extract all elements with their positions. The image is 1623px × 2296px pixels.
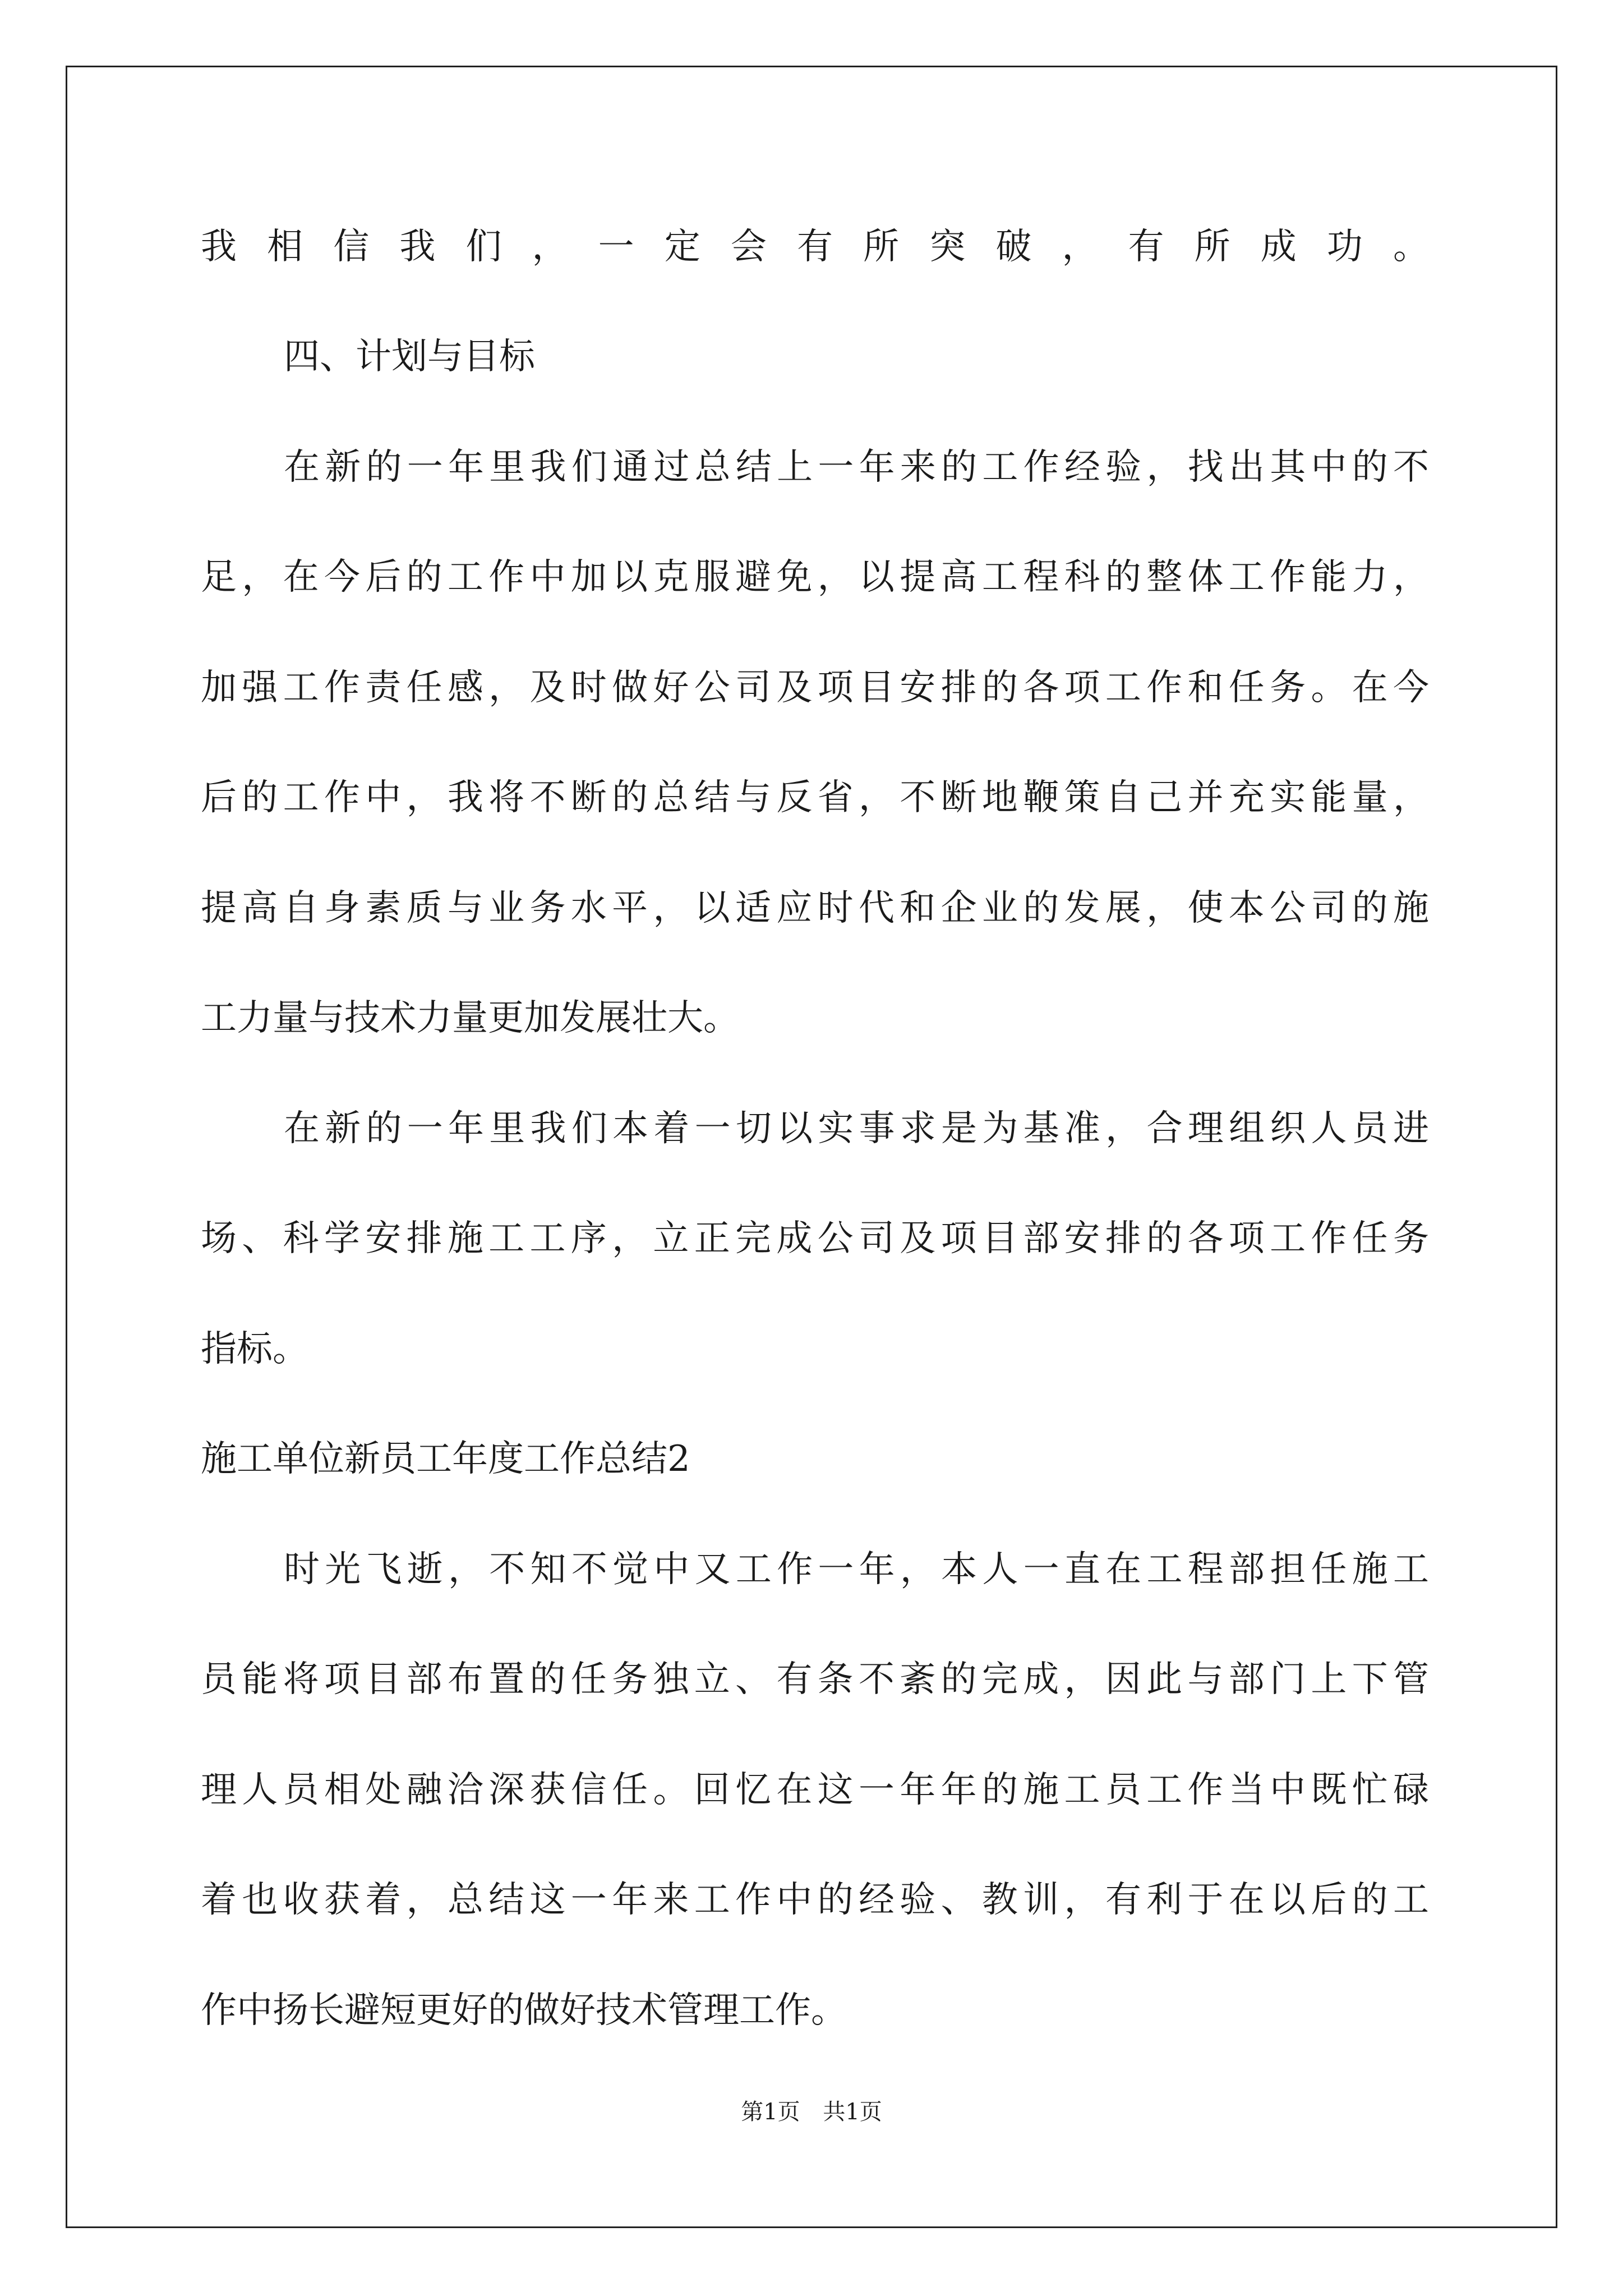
text-line: 理人员相处融洽深获信任。回忆在这一年年的施工员工作当中既忙碌 (201, 1769, 1429, 1811)
text-line: 后的工作中，我将不断的总结与反省，不断地鞭策自己并充实能量， (201, 777, 1429, 818)
text-line: 着也收获着，总结这一年来工作中的经验、教训，有利于在以后的工 (201, 1879, 1429, 1921)
page-number: 第1页 (741, 2099, 800, 2125)
text-line: 时光飞逝，不知不觉中又工作一年，本人一直在工程部担任施工 (284, 1549, 1429, 1590)
text-line: 作中扬长避短更好的做好技术管理工作。 (201, 1990, 847, 2031)
text-line: 加强工作责任感，及时做好公司及项目安排的各项工作和任务。在今 (201, 667, 1429, 708)
page-total: 共1页 (823, 2099, 882, 2125)
document-title: 施工单位新员工年度工作总结2 (201, 1438, 690, 1480)
text-line: 员能将项目部布置的任务独立、有条不紊的完成，因此与部门上下管 (201, 1659, 1429, 1700)
text-line: 场、科学安排施工工序，立正完成公司及项目部安排的各项工作任务 (201, 1218, 1429, 1259)
text-line: 我相信我们，一定会有所突破，有所成功。 (201, 226, 1429, 268)
text-line: 提高自身素质与业务水平，以适应时代和企业的发展，使本公司的施 (201, 887, 1429, 929)
text-line: 在新的一年里我们通过总结上一年来的工作经验，找出其中的不 (284, 447, 1429, 488)
page-footer (0, 2098, 1623, 2126)
section-heading: 四、计划与目标 (284, 336, 535, 378)
text-line: 工力量与技术力量更加发展壮大。 (201, 997, 739, 1039)
text-line: 足，在今后的工作中加以克服避免，以提高工程科的整体工作能力， (201, 556, 1429, 598)
text-line: 在新的一年里我们本着一切以实事求是为基准，合理组织人员进 (284, 1108, 1429, 1149)
text-line: 指标。 (201, 1328, 308, 1370)
